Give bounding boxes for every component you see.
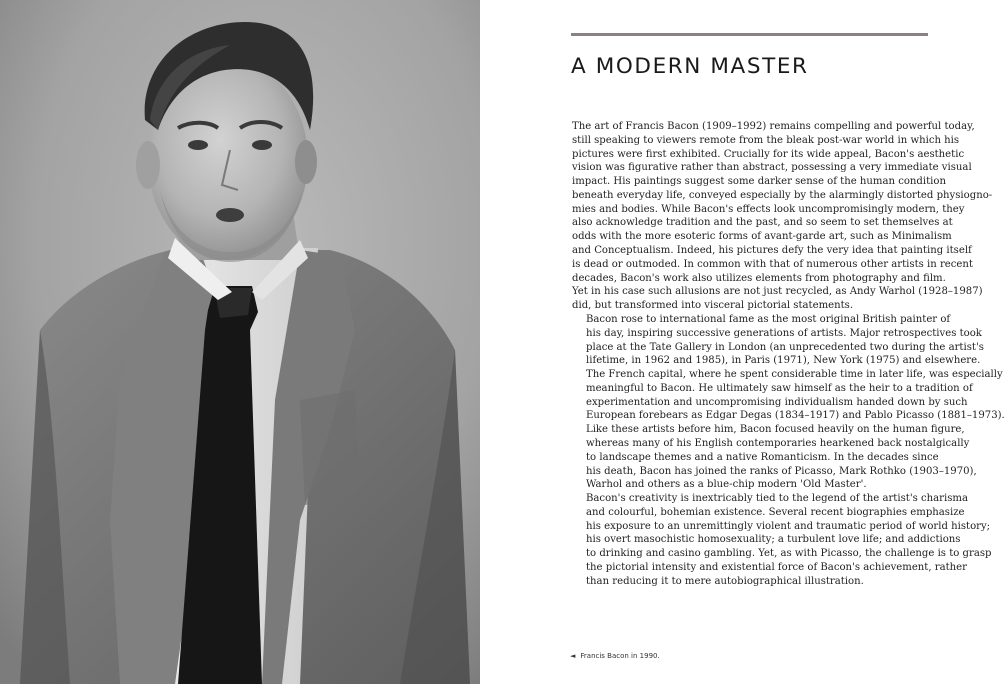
text-line: is dead or outmoded. In common with that of numerous other artists in recent [572, 258, 973, 270]
mouth [216, 208, 244, 222]
text-line: place at the Tate Gallery in London (an unprecedented two during the artist's [586, 341, 984, 353]
chapter-title: A MODERN MASTER [571, 54, 809, 80]
body-paragraph [572, 492, 992, 588]
jacket-pocket [300, 390, 360, 505]
text-line: vision was figurative rather than abstract, possessing a very immediate visual [572, 162, 972, 174]
text-line: mies and bodies. While Bacon's effects look uncompromisingly modern, they [572, 203, 965, 215]
text-page [480, 0, 1005, 684]
text-line: than reducing it to mere autobiographical illustration. [586, 575, 864, 587]
text-line: whereas many of his English contemporaries hearkened back nostalgically [586, 437, 970, 449]
right-ear [295, 140, 317, 184]
text-line: and colourful, bohemian existence. Several recent biographies emphasize [586, 506, 965, 518]
body-paragraph [572, 313, 1005, 492]
text-line: Like these artists before him, Bacon focused heavily on the human figure, [586, 424, 965, 436]
text-line: lifetime, in 1962 and 1985), in Paris (1971), New York (1975) and elsewhere. [586, 355, 981, 367]
caption-arrow-icon: ◄ [570, 652, 576, 660]
portrait-image [0, 0, 480, 684]
text-line: still speaking to viewers remote from the bleak post-war world in which his [572, 134, 960, 146]
text-line: pictures were first exhibited. Crucially for its wide appeal, Bacon's aesthetic [572, 148, 965, 160]
left-ear [136, 141, 160, 189]
text-line: decades, Bacon's work also utilizes elements from photography and film. [572, 272, 946, 284]
text-line: also acknowledge tradition and the past, and so seem to set themselves at [572, 217, 953, 229]
text-line: to drinking and casino gambling. Yet, as with Picasso, the challenge is to grasp [586, 548, 992, 560]
portrait-photo [0, 0, 480, 684]
text-line: The art of Francis Bacon (1909–1992) remains compelling and powerful today, [572, 121, 975, 132]
photo-caption [570, 652, 660, 660]
text-line: to landscape themes and a native Romanticism. In the decades since [586, 451, 939, 463]
left-eye [188, 140, 208, 150]
text-line: and Conceptualism. Indeed, his pictures defy the very idea that painting itself [572, 245, 972, 257]
text-line: impact. His paintings suggest some darker sense of the human condition [572, 176, 946, 188]
text-line: experimentation and uncompromising individualism handed down by such [586, 396, 968, 408]
body-text [572, 120, 1005, 589]
title-rule [571, 33, 928, 36]
text-line: meaningful to Bacon. He ultimately saw himself as the heir to a tradition of [586, 382, 973, 394]
text-line: his overt masochistic homosexuality; a turbulent love life; and addictions [586, 534, 961, 546]
text-line: his death, Bacon has joined the ranks of Picasso, Mark Rothko (1903–1970), [586, 465, 977, 477]
text-line: Yet in his case such allusions are not just recycled, as Andy Warhol (1928–1987) [572, 286, 983, 298]
right-eye [252, 140, 272, 150]
text-line: the pictorial intensity and existential force of Bacon's achievement, rather [586, 562, 967, 573]
text-line: Bacon's creativity is inextricably tied to the legend of the artist's charisma [586, 493, 968, 505]
text-line: European forebears as Edgar Degas (1834–1917) and Pablo Picasso (1881–1973). [586, 410, 1005, 422]
text-line: Bacon rose to international fame as the most original British painter of [586, 313, 951, 325]
text-line: Warhol and others as a blue-chip modern 'Old Master'. [586, 479, 867, 491]
text-line: odds with the more esoteric forms of avant-garde art, such as Minimalism [572, 231, 952, 243]
text-line: beneath everyday life, conveyed especially by the alarmingly distorted physiogno- [572, 189, 993, 201]
text-line: his exposure to an unremittingly violent and traumatic period of world history; [586, 520, 991, 532]
body-paragraph [572, 120, 993, 313]
text-line: his day, inspiring successive generations of artists. Major retrospectives took [586, 327, 982, 339]
text-line: The French capital, where he spent considerable time in later life, was especially [586, 369, 1003, 381]
text-line: did, but transformed into visceral pictorial statements. [572, 300, 854, 312]
caption-text: Francis Bacon in 1990. [580, 652, 660, 660]
